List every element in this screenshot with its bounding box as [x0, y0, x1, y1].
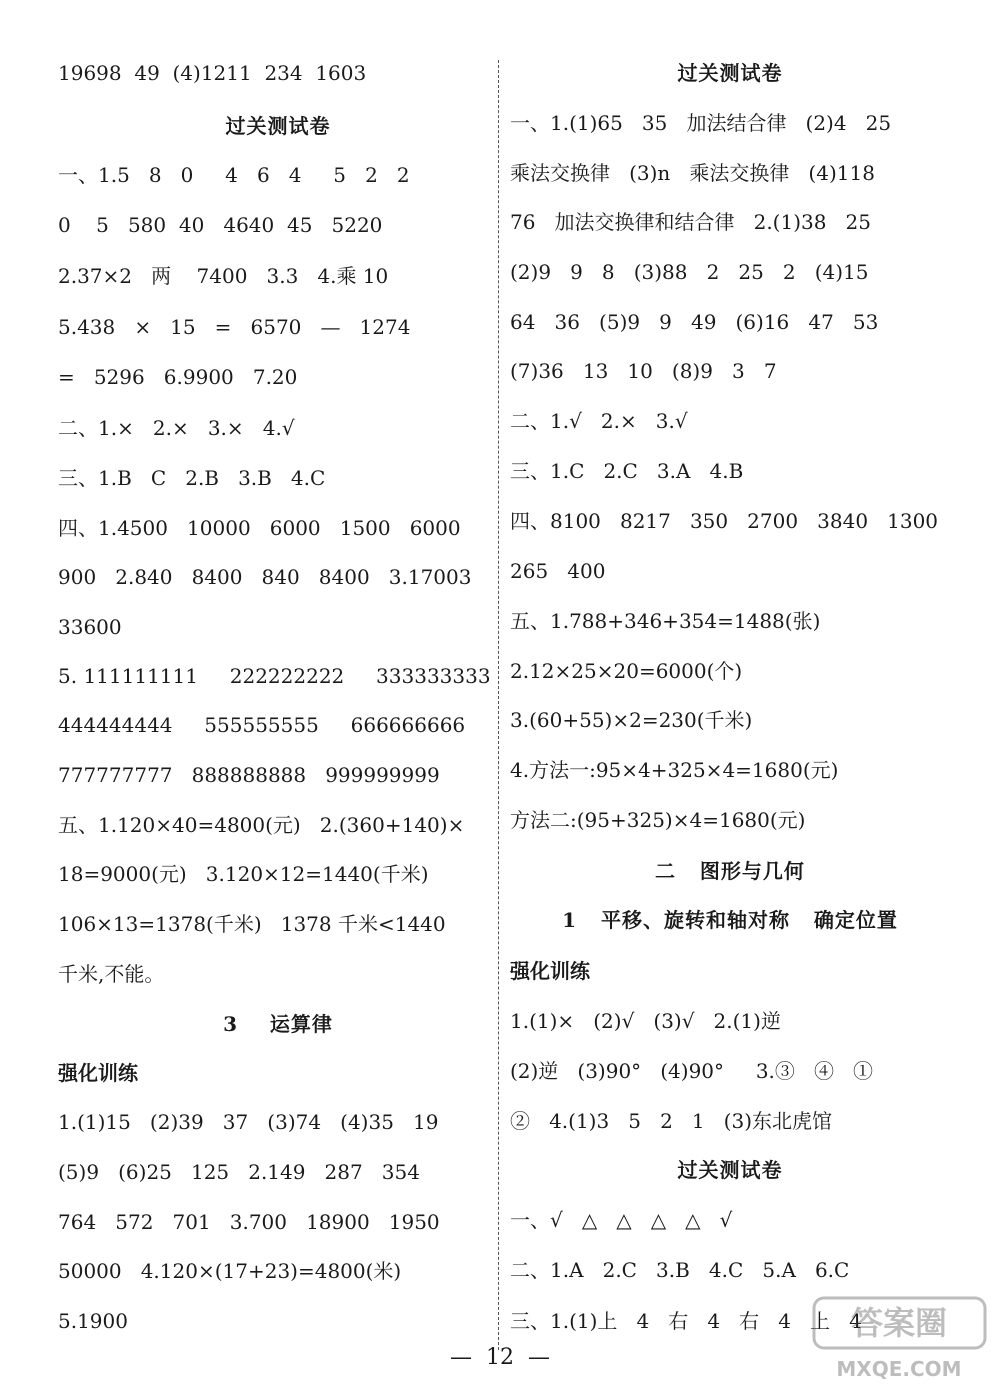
text-line: 900 2.840 8400 840 8400 3.17003	[58, 565, 472, 589]
text-line: 三、1.B C 2.B 3.B 4.C	[58, 466, 326, 490]
text-line: 2.37×2 两 7400 3.3 4.乘 10	[58, 264, 389, 288]
watermark-text: 答案圈	[850, 1304, 948, 1342]
text-line: 2.12×25×20=6000(个)	[510, 659, 743, 683]
text-line: 三、1.(1)上 4 右 4 右 4 上 4	[510, 1309, 862, 1333]
text-line: (7)36 13 10 (8)9 3 7	[510, 359, 777, 383]
text-line: 三、1.C 2.C 3.A 4.B	[510, 459, 744, 483]
text-line: = 5296 6.9900 7.20	[58, 365, 298, 389]
text-line: 千米,不能。	[58, 962, 165, 986]
text-line: 4.方法一:95×4+325×4=1680(元)	[510, 758, 839, 782]
text-line: 64 36 (5)9 9 49 (6)16 47 53	[510, 310, 879, 334]
text-line: 0 5 580 40 4640 45 5220	[58, 213, 383, 237]
text-line: 76 加法交换律和结合律 2.(1)38 25	[510, 210, 871, 234]
text-line: 106×13=1378(千米) 1378 千米<1440	[58, 912, 446, 936]
text-line: 一、1.5 8 0 4 6 4 5 2 2	[58, 163, 410, 187]
text-line: 1.(1)15 (2)39 37 (3)74 (4)35 19	[58, 1110, 439, 1134]
text-line: 764 572 701 3.700 18900 1950	[58, 1210, 440, 1234]
text-line: 二、1.× 2.× 3.× 4.√	[58, 416, 295, 440]
text-line: 二、1.A 2.C 3.B 4.C 5.A 6.C	[510, 1258, 850, 1282]
text-line: 777777777 888888888 999999999	[58, 763, 440, 787]
text-line: (5)9 (6)25 125 2.149 287 354	[58, 1160, 420, 1184]
text-line: 5.1900	[58, 1309, 128, 1333]
column-divider	[498, 60, 499, 1350]
watermark-url: MXQE.COM	[836, 1357, 962, 1381]
watermark-logo	[812, 1296, 987, 1386]
section-title: 过关测试卷	[677, 1158, 783, 1182]
text-line: 18=9000(元) 3.120×12=1440(千米)	[58, 862, 429, 886]
text-line: 19698 49 (4)1211 234 1603	[58, 61, 367, 85]
text-line: ② 4.(1)3 5 2 1 (3)东北虎馆	[510, 1109, 833, 1133]
text-line: 五、1.120×40=4800(元) 2.(360+140)×	[58, 813, 465, 837]
text-line: 五、1.788+346+354=1488(张)	[510, 609, 821, 633]
text-line: (2)逆 (3)90° (4)90° 3.③ ④ ①	[510, 1059, 874, 1083]
text-line: (2)9 9 8 (3)88 2 25 2 (4)15	[510, 260, 869, 284]
text-line: 一、1.(1)65 35 加法结合律 (2)4 25	[510, 111, 892, 135]
text-line: 33600	[58, 615, 122, 639]
text-line: 1.(1)× (2)√ (3)√ 2.(1)逆	[510, 1009, 781, 1033]
section-title: 1 平移、旋转和轴对称 确定位置	[562, 908, 898, 932]
text-line: 3.(60+55)×2=230(千米)	[510, 708, 753, 732]
text-line: 444444444 555555555 666666666	[58, 713, 466, 737]
text-line: 乘法交换律 (3)n 乘法交换律 (4)118	[510, 161, 875, 185]
text-line: 5. 111111111 222222222 333333333	[58, 664, 491, 688]
chapter-title: 二 图形与几何	[655, 859, 805, 883]
text-line: 方法二:(95+325)×4=1680(元)	[510, 808, 806, 832]
text-line: 5.438 × 15 = 6570 — 1274	[58, 315, 411, 339]
subsection-heading: 强化训练	[510, 959, 590, 983]
section-title: 3 运算律	[223, 1012, 333, 1036]
text-line: 二、1.√ 2.× 3.√	[510, 409, 688, 433]
text-line: 四、8100 8217 350 2700 3840 1300	[510, 509, 939, 533]
section-title: 过关测试卷	[677, 61, 783, 85]
text-line: 一、√ △ △ △ △ √	[510, 1208, 733, 1232]
page-number: — 12 —	[450, 1345, 550, 1370]
text-line: 四、1.4500 10000 6000 1500 6000	[58, 516, 461, 540]
text-line: 50000 4.120×(17+23)=4800(米)	[58, 1259, 402, 1283]
subsection-heading: 强化训练	[58, 1061, 138, 1085]
text-line: 265 400	[510, 559, 606, 583]
section-title: 过关测试卷	[225, 114, 331, 138]
